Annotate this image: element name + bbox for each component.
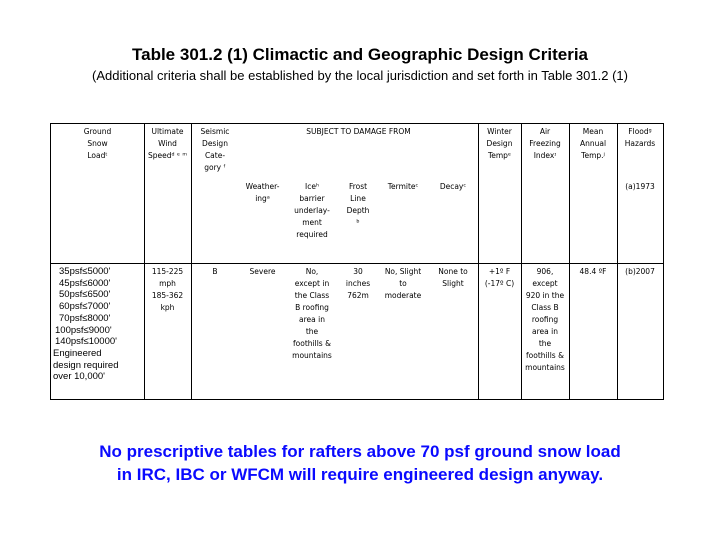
- header-air-freezing-index: Air Freezing Indexᶦ: [529, 127, 561, 160]
- header-frost-line-depth: Frost Line Depth ᵇ: [346, 182, 370, 227]
- winter-design-temp-value: +1º F (-17º C): [484, 267, 515, 288]
- snow-load-entry: 140psf≤10000': [55, 336, 117, 348]
- termite-value: No, Slight to moderate: [384, 267, 422, 300]
- col-divider: [569, 124, 570, 399]
- header-termite: Termiteᶜ: [387, 182, 419, 191]
- header-seismic-category: Seismic Design Cate- gory ᶠ: [200, 127, 230, 172]
- note-line-1: No prescriptive tables for rafters above 70 psf ground snow load: [99, 442, 621, 461]
- header-ice-barrier: Iceʰ barrier underlay- ment required: [294, 182, 330, 239]
- header-wind-speed: Ultimate Wind Speedᵈ ᵉ ᵐ: [147, 127, 188, 160]
- snow-load-entry: Engineered: [53, 347, 102, 359]
- header-decay: Decayᶜ: [439, 182, 467, 191]
- snow-load-entry: over 10,000': [53, 371, 105, 383]
- mean-annual-temp-value: 48.4 ºF: [579, 267, 607, 276]
- header-mean-annual-temp: Mean Annual Temp.ʲ: [579, 127, 607, 160]
- snow-load-entry: design required: [53, 359, 119, 371]
- flood-hazards-value: (b)2007: [625, 267, 655, 276]
- frost-line-depth-value: 30 inches 762m: [345, 267, 371, 300]
- design-criteria-table: [50, 123, 664, 400]
- snow-load-entry: 35psf≤5000': [59, 266, 111, 277]
- snow-load-entry: 70psf≤8000': [59, 312, 111, 324]
- snow-load-entry: 60psf≤7000': [59, 301, 111, 313]
- page-subtitle: (Additional criteria shall be established by the local jurisdiction and set forth in Table 301.2 (1): [92, 68, 628, 83]
- ice-barrier-value: No, except in the Class B roofing area in the foothills & mountains: [292, 267, 332, 360]
- ground-snow-load-values: [53, 266, 143, 383]
- weathering-value: Severe: [249, 267, 276, 276]
- header-ground-snow-load: Ground Snow Loadᵗ: [83, 127, 112, 160]
- page-title: Table 301.2 (1) Climactic and Geographic Design Criteria: [132, 45, 588, 64]
- col-divider: [617, 124, 618, 399]
- air-freezing-index-value: 906, except 920 in the Class B roofing area in the foothills & mountains: [525, 267, 565, 372]
- header-weathering: Weather- ingᵃ: [245, 182, 280, 203]
- snow-load-entry: 45psf≤6000': [59, 277, 111, 289]
- snow-load-entry: 100psf≤9000': [55, 324, 112, 336]
- snow-load-entry: 50psf≤6500': [59, 289, 111, 301]
- header-flood-year: (a)1973: [625, 182, 655, 191]
- header-winter-design-temp: Winter Design Tempᵉ: [486, 127, 513, 160]
- header-subject-to-damage: SUBJECT TO DAMAGE FROM: [306, 127, 411, 136]
- engineered-design-note: [0, 440, 720, 486]
- note-line-2: in IRC, IBC or WFCM will require engineered design anyway.: [116, 465, 604, 484]
- header-divider: [51, 263, 663, 264]
- col-divider: [144, 124, 145, 399]
- wind-speed-value: 115-225 mph 185-362 kph: [151, 267, 184, 312]
- decay-value: None to Slight: [438, 267, 468, 288]
- seismic-category-value: B: [212, 267, 218, 276]
- col-divider: [478, 124, 479, 399]
- header-flood-hazards: Floodᵍ Hazards: [624, 127, 656, 148]
